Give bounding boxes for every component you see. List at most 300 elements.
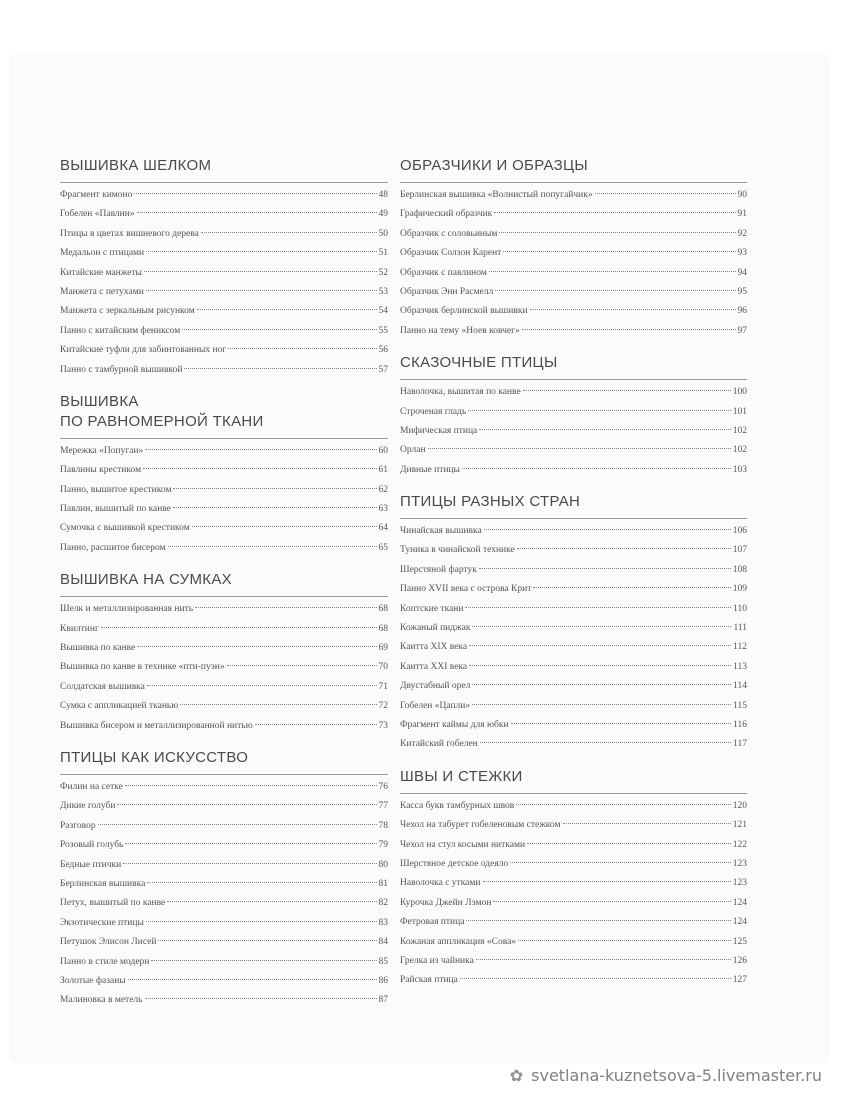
toc-entry (60, 817, 388, 836)
entry-title: Образчик с павлином (400, 267, 487, 278)
toc-entry (400, 894, 747, 913)
toc-entry (400, 816, 747, 835)
entry-page-number: 73 (378, 720, 388, 731)
entry-page-number: 102 (732, 425, 747, 436)
entry-page-number: 125 (732, 936, 747, 947)
toc-entry (60, 302, 388, 321)
entry-title: Сумочка с вышивкой крестиком (60, 523, 190, 534)
section-title: ШВЫ И СТЕЖКИ (400, 767, 523, 785)
entry-title: Солдатская вышивка (60, 681, 145, 692)
entry-title: Панно на тему «Ноев ковчег» (400, 325, 520, 336)
dot-leader (480, 741, 731, 743)
entry-title: Панно в стиле модерн (60, 956, 150, 967)
dot-leader (146, 920, 377, 922)
toc-entry (400, 422, 747, 441)
dot-leader (173, 506, 377, 508)
entry-page-number: 111 (733, 623, 747, 634)
entry-page-number: 86 (378, 975, 388, 986)
entry-page-number: 68 (378, 623, 388, 634)
entry-title: Кожаная аппликация «Сова» (400, 936, 517, 947)
toc-entry (400, 913, 747, 932)
entry-title: Китайские манжеты (60, 267, 142, 278)
toc-entry (400, 461, 747, 480)
entry-page-number: 70 (378, 662, 388, 673)
dot-leader (563, 822, 731, 824)
entry-page-number: 50 (378, 228, 388, 239)
entry-page-number: 121 (732, 820, 747, 831)
entry-page-number: 123 (732, 878, 747, 889)
entry-title: Птицы в цветах вишневого дерева (60, 228, 199, 239)
dot-leader (173, 487, 376, 489)
entry-title: Китайские туфли для забинтованных ног (60, 345, 227, 356)
entry-page-number: 72 (378, 701, 388, 712)
entry-title: Петушок Элисон Лисей (60, 937, 157, 948)
entry-title: Золотые фазаны (60, 975, 126, 986)
toc-entry (60, 361, 388, 380)
entry-title: Каитта XIX века (400, 642, 468, 653)
dot-leader (147, 881, 376, 883)
entry-page-number: 124 (732, 897, 747, 908)
entry-title: Наволочка, вышитая по канве (400, 387, 521, 398)
entry-page-number: 87 (378, 995, 388, 1006)
toc-entry-list (60, 182, 388, 380)
entry-title: Розовый голубь (60, 840, 124, 851)
entry-title: Гобелен «Павлин» (60, 209, 135, 220)
entry-title: Панно XVII века с острова Крит (400, 584, 532, 595)
toc-section (400, 492, 747, 755)
entry-page-number: 82 (378, 898, 388, 909)
dot-leader (197, 308, 377, 310)
entry-title: Чехол на табурет гобеленовым стежком (400, 820, 561, 831)
entry-page-number: 57 (378, 364, 388, 375)
entry-page-number: 69 (378, 643, 388, 654)
entry-title: Гобелен «Цапли» (400, 700, 471, 711)
entry-title: Курочка Джейн Лэмон (400, 897, 492, 908)
entry-page-number: 52 (378, 267, 388, 278)
dot-leader (469, 644, 731, 646)
entry-title: Бедные птички (60, 859, 122, 870)
entry-page-number: 124 (732, 917, 747, 928)
dot-leader (483, 880, 731, 882)
entry-page-number: 93 (737, 248, 747, 259)
toc-entry (60, 244, 388, 263)
toc-entry (400, 541, 747, 560)
dot-leader (195, 606, 376, 608)
entry-title: Вышивка по канве в технике «пти-пуэн» (60, 662, 225, 673)
entry-page-number: 102 (732, 445, 747, 456)
toc-entry (60, 894, 388, 913)
entry-title: Графический образчик (400, 209, 493, 220)
dot-leader (255, 723, 377, 725)
dot-leader (123, 862, 376, 864)
entry-page-number: 83 (378, 917, 388, 928)
entry-page-number: 108 (732, 564, 747, 575)
toc-entry (400, 677, 747, 696)
dot-leader (428, 447, 731, 449)
dot-leader (472, 703, 731, 705)
entry-page-number: 49 (378, 209, 388, 220)
toc-entry-list (60, 596, 388, 736)
dot-leader (465, 606, 731, 608)
dot-leader (168, 545, 377, 547)
toc-entry (60, 519, 388, 538)
dot-leader (527, 842, 731, 844)
entry-title: Фетровая птица (400, 917, 465, 928)
toc-entry (400, 383, 747, 402)
entry-page-number: 80 (378, 859, 388, 870)
entry-title: Орлан (400, 445, 426, 456)
entry-title: Берлинская вышивка «Волнистый попугайчик» (400, 190, 593, 200)
dot-leader (518, 939, 731, 941)
entry-title: Строченая гладь (400, 406, 467, 417)
entry-page-number: 68 (378, 604, 388, 615)
dot-leader (227, 664, 377, 666)
dot-leader (484, 528, 731, 530)
entry-title: Мифическая птица (400, 425, 478, 436)
dot-leader (134, 192, 376, 194)
entry-title: Шерстяное детское одеяло (400, 858, 509, 869)
dot-leader (503, 250, 735, 252)
toc-entry (400, 952, 747, 971)
toc-entry (400, 735, 747, 754)
entry-page-number: 107 (732, 545, 747, 556)
entry-page-number: 71 (378, 681, 388, 692)
dot-leader (533, 586, 730, 588)
dot-leader (125, 784, 377, 786)
entry-title: Павлин, вышитый по канве (60, 504, 171, 515)
toc-entry (60, 856, 388, 875)
dot-leader (510, 861, 731, 863)
toc-entry (60, 717, 388, 736)
section-title: ВЫШИВКА НА СУМКАХ (60, 571, 232, 589)
dot-leader (117, 803, 376, 805)
toc-entry (400, 441, 747, 460)
toc-entry (60, 600, 388, 619)
entry-title: Дикие голуби (60, 801, 116, 812)
toc-entry (60, 322, 388, 341)
dot-leader (128, 978, 377, 980)
entry-page-number: 110 (733, 603, 747, 614)
toc-entry (400, 971, 747, 990)
toc-entry (400, 600, 747, 619)
toc-entry (60, 539, 388, 558)
dot-leader (143, 467, 376, 469)
toc-entry (400, 580, 747, 599)
entry-title: Наволочка с утками (400, 878, 481, 889)
entry-title: Коптские ткани (400, 603, 464, 614)
entry-title: Образчик Солзон Карент (400, 248, 502, 259)
toc-entry (400, 403, 747, 422)
entry-title: Образчик с соловьиным (400, 228, 498, 239)
toc-entry-list (400, 518, 747, 755)
entry-page-number: 100 (732, 387, 747, 398)
toc-entry (400, 264, 747, 283)
toc-entry (400, 658, 747, 677)
toc-entry (60, 283, 388, 302)
toc-entry (60, 205, 388, 224)
toc-entry-list (400, 182, 747, 341)
entry-page-number: 95 (737, 286, 747, 297)
entry-title: Образчик Энн Расмелл (400, 286, 494, 297)
dot-leader (517, 547, 731, 549)
toc-entry (60, 341, 388, 360)
entry-page-number: 112 (733, 642, 747, 653)
toc-entry (400, 855, 747, 874)
entry-title: Образчик берлинской вышивки (400, 306, 528, 317)
toc-entry (60, 836, 388, 855)
toc-entry (60, 658, 388, 677)
entry-page-number: 76 (378, 781, 388, 792)
entry-page-number: 117 (733, 739, 747, 750)
entry-title: Китайский гобелен (400, 739, 478, 750)
section-title: СКАЗОЧНЫЕ ПТИЦЫ (400, 354, 558, 372)
entry-page-number: 55 (378, 325, 388, 336)
toc-entry (60, 481, 388, 500)
toc-entry (400, 302, 747, 321)
toc-entry (400, 205, 747, 224)
toc-entry (400, 225, 747, 244)
entry-title: Грелка из чайника (400, 955, 474, 966)
toc-entry (60, 186, 388, 205)
entry-page-number: 84 (378, 937, 388, 948)
entry-page-number: 63 (378, 504, 388, 515)
entry-page-number: 127 (732, 975, 747, 986)
entry-title: Панно с китайским фениксом (60, 325, 181, 336)
dot-leader (479, 428, 730, 430)
dot-leader (146, 289, 377, 291)
entry-title: Шелк и металлизированная нить (60, 604, 194, 615)
entry-title: Кожаный пиджак (400, 623, 471, 634)
section-title: ОБРАЗЧИКИ И ОБРАЗЦЫ (400, 157, 588, 174)
dot-leader (167, 900, 376, 902)
entry-page-number: 90 (737, 190, 747, 200)
dot-leader (180, 703, 376, 705)
toc-entry (400, 186, 747, 205)
dot-leader (192, 525, 377, 527)
entry-page-number: 64 (378, 523, 388, 534)
dot-leader (511, 722, 732, 724)
entry-page-number: 78 (378, 820, 388, 831)
dot-leader (466, 919, 730, 921)
entry-title: Вышивка по канве (60, 643, 136, 654)
dot-leader (145, 448, 376, 450)
dot-leader (462, 467, 731, 469)
toc-entry (400, 874, 747, 893)
entry-page-number: 115 (733, 700, 747, 711)
entry-page-number: 53 (378, 286, 388, 297)
dot-leader (144, 270, 377, 272)
dot-leader (493, 900, 730, 902)
dot-leader (469, 664, 731, 666)
entry-title: Мережка «Попугаи» (60, 445, 144, 456)
entry-title: Двустабный орел (400, 681, 471, 692)
entry-page-number: 91 (737, 209, 747, 220)
dot-leader (101, 626, 377, 628)
entry-title: Панно, расшитое бисером (60, 542, 166, 553)
toc-entry (60, 264, 388, 283)
toc-entry (60, 620, 388, 639)
dot-leader (472, 683, 731, 685)
entry-title: Сумка с аппликацией тканью (60, 701, 179, 712)
entry-title: Касса букв тамбурных швов (400, 800, 515, 811)
entry-title: Берлинская вышивка (60, 878, 146, 889)
entry-title: Вышивка бисером и металлизированной нитью (60, 720, 253, 731)
toc-entry (400, 283, 747, 302)
entry-page-number: 122 (732, 839, 747, 850)
entry-page-number: 114 (733, 681, 747, 692)
toc-entry (60, 461, 388, 480)
toc-section (400, 767, 747, 991)
dot-leader (158, 939, 376, 941)
entry-page-number: 123 (732, 858, 747, 869)
toc-entry-list (60, 438, 388, 558)
entry-page-number: 113 (733, 661, 747, 672)
entry-title: Петух, вышитый по канве (60, 898, 166, 909)
dot-leader (147, 684, 377, 686)
toc-entry (60, 875, 388, 894)
dot-leader (145, 997, 377, 999)
entry-title: Шерстяной фартук (400, 564, 477, 575)
dot-leader (595, 192, 736, 194)
entry-title: Малиновка в метель (60, 995, 143, 1006)
entry-page-number: 126 (732, 955, 747, 966)
entry-page-number: 81 (378, 878, 388, 889)
entry-page-number: 109 (732, 584, 747, 595)
section-title: ПТИЦЫ КАК ИСКУССТВО (60, 748, 249, 766)
entry-title: Дивные птицы (400, 464, 460, 475)
entry-page-number: 79 (378, 840, 388, 851)
entry-page-number: 51 (378, 248, 388, 259)
entry-title: Каитта XXI века (400, 661, 468, 672)
toc-entry-list (400, 793, 747, 991)
entry-page-number: 97 (737, 325, 747, 336)
dot-leader (125, 842, 376, 844)
entry-title: Панно, вышитое крестиком (60, 484, 172, 495)
watermark (510, 1066, 822, 1085)
section-title: ВЫШИВКА (60, 392, 139, 410)
entry-title: Разговор (60, 820, 96, 831)
entry-page-number: 48 (378, 190, 388, 200)
section-title: ВЫШИВКА ШЕЛКОМ (60, 157, 212, 174)
entry-page-number: 62 (378, 484, 388, 495)
dot-leader (146, 250, 376, 252)
dot-leader (516, 803, 730, 805)
toc-entry (60, 778, 388, 797)
toc-entry (60, 678, 388, 697)
dot-leader (460, 977, 731, 979)
dot-leader (495, 289, 735, 291)
entry-page-number: 56 (378, 345, 388, 356)
section-title: ПТИЦЫ РАЗНЫХ СТРАН (400, 493, 581, 511)
toc-entry (400, 836, 747, 855)
toc-entry (60, 697, 388, 716)
toc-entry-list (60, 774, 388, 1011)
entry-title: Райская птица (400, 975, 458, 986)
entry-title: Манжета с зеркальным рисунком (60, 306, 195, 317)
toc-entry (60, 797, 388, 816)
toc-entry (60, 500, 388, 519)
entry-page-number: 65 (378, 542, 388, 553)
dot-leader (151, 959, 376, 961)
toc-entry (400, 697, 747, 716)
toc-entry (400, 638, 747, 657)
toc-section (60, 392, 388, 558)
entry-page-number: 54 (378, 306, 388, 317)
toc-entry (400, 797, 747, 816)
toc-section (60, 570, 388, 736)
entry-title: Фрагмент каймы для юбки (400, 719, 509, 730)
toc-entry (60, 914, 388, 933)
toc-entry (400, 561, 747, 580)
dot-leader (182, 328, 376, 330)
toc-entry (400, 933, 747, 952)
toc-section (400, 353, 747, 480)
dot-leader (137, 645, 376, 647)
entry-title: Туника в чинайской технике (400, 545, 515, 556)
entry-page-number: 85 (378, 956, 388, 967)
entry-title: Квилтинг (60, 623, 99, 634)
toc-entry (400, 619, 747, 638)
dot-leader (522, 328, 736, 330)
dot-leader (499, 231, 735, 233)
entry-page-number: 94 (737, 267, 747, 278)
entry-page-number: 103 (732, 464, 747, 475)
toc-section (400, 156, 747, 341)
entry-page-number: 92 (737, 228, 747, 239)
entry-title: Панно с тамбурной вышивкой (60, 364, 183, 375)
entry-page-number: 60 (378, 445, 388, 456)
toc-entry (60, 442, 388, 461)
toc-entry (60, 972, 388, 991)
entry-page-number: 120 (732, 800, 747, 811)
toc-section (60, 156, 388, 380)
toc-entry (60, 953, 388, 972)
toc-entry (60, 991, 388, 1010)
entry-page-number: 116 (733, 719, 747, 730)
book-page (12, 56, 826, 1060)
dot-leader (494, 211, 735, 213)
toc-entry-list (400, 379, 747, 480)
dot-leader (472, 625, 731, 627)
section-title: ПО РАВНОМЕРНОЙ ТКАНИ (60, 412, 264, 430)
dot-leader (476, 958, 731, 960)
dot-leader (137, 211, 377, 213)
toc-column-left (60, 156, 388, 1023)
flower-icon: ✿ (509, 1066, 524, 1085)
dot-leader (489, 270, 736, 272)
dot-leader (201, 231, 377, 233)
entry-page-number: 106 (732, 526, 747, 537)
watermark-text: svetlana-kuznetsova-5.livemaster.ru (531, 1066, 822, 1085)
entry-title: Медальон с птицами (60, 248, 145, 259)
entry-title: Экзотические птицы (60, 917, 144, 928)
entry-title: Фрагмент кимоно (60, 190, 133, 200)
entry-page-number: 96 (737, 306, 747, 317)
entry-page-number: 101 (732, 406, 747, 417)
entry-title: Манжета с петухами (60, 286, 144, 297)
entry-title: Чинайская вышивка (400, 526, 482, 537)
dot-leader (468, 409, 730, 411)
dot-leader (184, 367, 376, 369)
entry-title: Чехол на стул косыми нитками (400, 839, 526, 850)
entry-page-number: 77 (378, 801, 388, 812)
toc-entry (400, 244, 747, 263)
toc-entry (400, 322, 747, 341)
dot-leader (479, 567, 731, 569)
dot-leader (523, 389, 731, 391)
toc-entry (60, 933, 388, 952)
toc-entry (60, 639, 388, 658)
